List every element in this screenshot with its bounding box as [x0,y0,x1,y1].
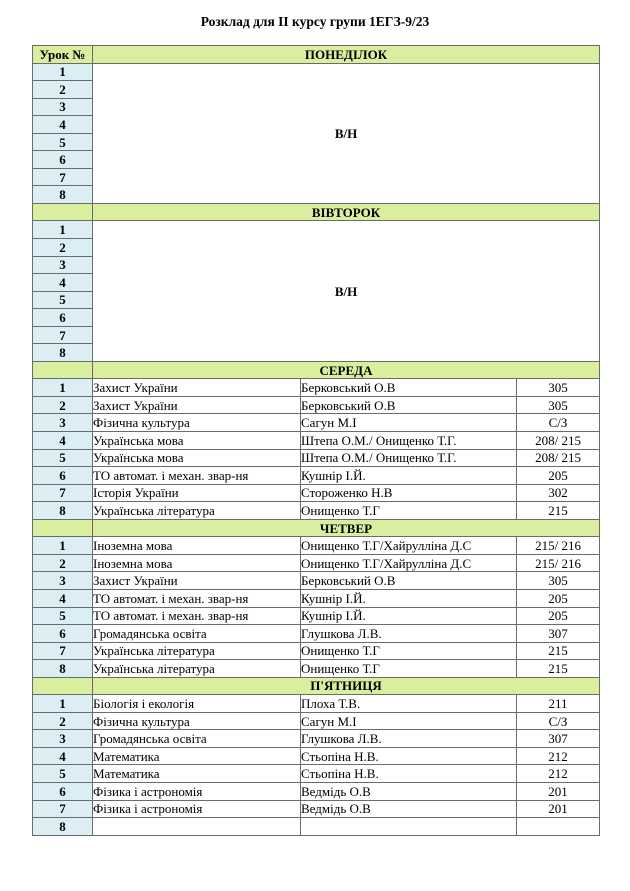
lesson-row [33,432,600,450]
lesson-number: 5 [33,449,93,467]
lesson-number: 3 [33,414,93,432]
lesson-number: 6 [33,467,93,485]
lesson-number: 1 [33,695,93,713]
lesson-row [33,554,600,572]
room-cell: 215 [517,660,600,678]
room-cell: 205 [517,607,600,625]
teacher-cell [301,818,517,836]
subject-cell: Українська мова [93,449,301,467]
lesson-row [33,642,600,660]
teacher-cell: Берковський О.В [301,572,517,590]
day-name: ЧЕТВЕР [93,519,600,537]
lesson-number: 8 [33,344,93,362]
day-header-spacer [33,519,93,537]
room-cell: 305 [517,572,600,590]
room-cell: 205 [517,589,600,607]
lesson-row [33,818,600,836]
lesson-row [33,589,600,607]
lesson-number: 4 [33,432,93,450]
room-cell: 305 [517,396,600,414]
room-cell: 302 [517,484,600,502]
room-cell [517,818,600,836]
lesson-row [33,695,600,713]
day-header-spacer [33,203,93,221]
room-cell: 212 [517,765,600,783]
teacher-cell: Кушнір І.Й. [301,467,517,485]
subject-cell: Фізика і астрономія [93,782,301,800]
teacher-cell: Штепа О.М./ Онищенко Т.Г. [301,432,517,450]
subject-cell: ТО автомат. і механ. звар-ня [93,589,301,607]
room-cell: 305 [517,379,600,397]
teacher-cell: Онищенко Т.Г [301,660,517,678]
lesson-row [33,747,600,765]
lesson-number: 1 [33,221,93,239]
lesson-row [33,396,600,414]
room-cell: 215 [517,502,600,520]
lesson-row [33,449,600,467]
schedule-table [32,45,600,836]
lesson-number: 3 [33,730,93,748]
lesson-number: 4 [33,747,93,765]
teacher-cell: Плоха Т.В. [301,695,517,713]
lesson-number: 1 [33,537,93,555]
day-name: П'ЯТНИЦЯ [93,677,600,695]
lesson-row [33,572,600,590]
teacher-cell: Ведмідь О.В [301,800,517,818]
subject-cell: Захист України [93,572,301,590]
teacher-cell: Онищенко Т.Г [301,502,517,520]
room-cell: С/З [517,712,600,730]
lesson-row [33,625,600,643]
room-cell: 208/ 215 [517,449,600,467]
lesson-number: 1 [33,379,93,397]
lesson-row [33,782,600,800]
lesson-number: 2 [33,712,93,730]
teacher-cell: Кушнір І.Й. [301,589,517,607]
lesson-row [33,712,600,730]
teacher-cell: Штепа О.М./ Онищенко Т.Г. [301,449,517,467]
day-header-row [33,677,600,695]
lesson-row [33,730,600,748]
teacher-cell: Сагун М.І [301,414,517,432]
subject-cell: Іноземна мова [93,537,301,555]
lesson-number: 5 [33,607,93,625]
lesson-number: 4 [33,589,93,607]
subject-cell: Захист України [93,379,301,397]
lesson-number: 5 [33,765,93,783]
teacher-cell: Кушнір І.Й. [301,607,517,625]
day-name: ПОНЕДІЛОК [93,46,600,64]
lesson-number: 4 [33,116,93,134]
lesson-row [33,607,600,625]
lesson-number: 4 [33,274,93,292]
lesson-number: 2 [33,396,93,414]
lesson-number: 7 [33,642,93,660]
day-header-row [33,46,600,64]
room-cell: 201 [517,782,600,800]
teacher-cell: Стороженко Н.В [301,484,517,502]
lesson-number: 8 [33,502,93,520]
subject-cell: Біологія і екологія [93,695,301,713]
lesson-number: 3 [33,256,93,274]
subject-cell: Українська література [93,502,301,520]
room-cell: 201 [517,800,600,818]
room-cell: С/З [517,414,600,432]
lesson-row [33,537,600,555]
teacher-cell: Стьопіна Н.В. [301,747,517,765]
day-off-note: В/Н [93,221,600,361]
subject-cell: Математика [93,747,301,765]
subject-cell: Українська мова [93,432,301,450]
lesson-number: 5 [33,291,93,309]
room-cell: 205 [517,467,600,485]
lesson-number: 7 [33,484,93,502]
teacher-cell: Ведмідь О.В [301,782,517,800]
lesson-row [33,800,600,818]
subject-cell: Фізика і астрономія [93,800,301,818]
lesson-number: 6 [33,782,93,800]
room-cell: 208/ 215 [517,432,600,450]
lesson-number-header: Урок № [33,46,93,64]
lesson-number: 1 [33,63,93,81]
room-cell: 211 [517,695,600,713]
lesson-number: 2 [33,239,93,257]
teacher-cell: Онищенко Т.Г/Хайрулліна Д.С [301,537,517,555]
lesson-row [33,414,600,432]
lesson-row [33,484,600,502]
lesson-number: 2 [33,81,93,99]
lesson-number: 8 [33,186,93,204]
lesson-number: 8 [33,818,93,836]
teacher-cell: Берковський О.В [301,396,517,414]
lesson-number: 6 [33,625,93,643]
subject-cell: Іноземна мова [93,554,301,572]
subject-cell: Українська література [93,660,301,678]
teacher-cell: Берковський О.В [301,379,517,397]
day-header-row [33,361,600,379]
lesson-row [33,502,600,520]
lesson-number: 5 [33,133,93,151]
day-name: СЕРЕДА [93,361,600,379]
lesson-row [33,467,600,485]
day-header-spacer [33,677,93,695]
lesson-number: 7 [33,800,93,818]
room-cell: 307 [517,625,600,643]
lesson-number: 3 [33,98,93,116]
room-cell: 215 [517,642,600,660]
subject-cell: Історія України [93,484,301,502]
day-header-spacer [33,361,93,379]
subject-cell: Фізична культура [93,712,301,730]
day-name: ВІВТОРОК [93,203,600,221]
subject-cell: ТО автомат. і механ. звар-ня [93,467,301,485]
room-cell: 215/ 216 [517,554,600,572]
room-cell: 307 [517,730,600,748]
teacher-cell: Сагун М.І [301,712,517,730]
lesson-row [33,660,600,678]
lesson-number: 8 [33,660,93,678]
lesson-number: 7 [33,168,93,186]
subject-cell: Захист України [93,396,301,414]
lesson-number: 3 [33,572,93,590]
teacher-cell: Стьопіна Н.В. [301,765,517,783]
lesson-number: 6 [33,151,93,169]
day-off-note: В/Н [93,63,600,203]
subject-cell: Громадянська освіта [93,730,301,748]
teacher-cell: Глушкова Л.В. [301,625,517,643]
subject-cell: Громадянська освіта [93,625,301,643]
lesson-number: 6 [33,309,93,327]
lesson-number: 7 [33,326,93,344]
room-cell: 212 [517,747,600,765]
teacher-cell: Глушкова Л.В. [301,730,517,748]
lesson-row [33,379,600,397]
teacher-cell: Онищенко Т.Г [301,642,517,660]
subject-cell: Математика [93,765,301,783]
subject-cell: Українська література [93,642,301,660]
subject-cell: ТО автомат. і механ. звар-ня [93,607,301,625]
day-header-row [33,519,600,537]
lesson-row [33,221,600,239]
subject-cell: Фізична культура [93,414,301,432]
subject-cell [93,818,301,836]
room-cell: 215/ 216 [517,537,600,555]
lesson-row [33,63,600,81]
page-title: Розклад для ІІ курсу групи 1ЕГЗ-9/23 [200,14,430,29]
day-header-row [33,203,600,221]
lesson-row [33,765,600,783]
teacher-cell: Онищенко Т.Г/Хайрулліна Д.С [301,554,517,572]
lesson-number: 2 [33,554,93,572]
